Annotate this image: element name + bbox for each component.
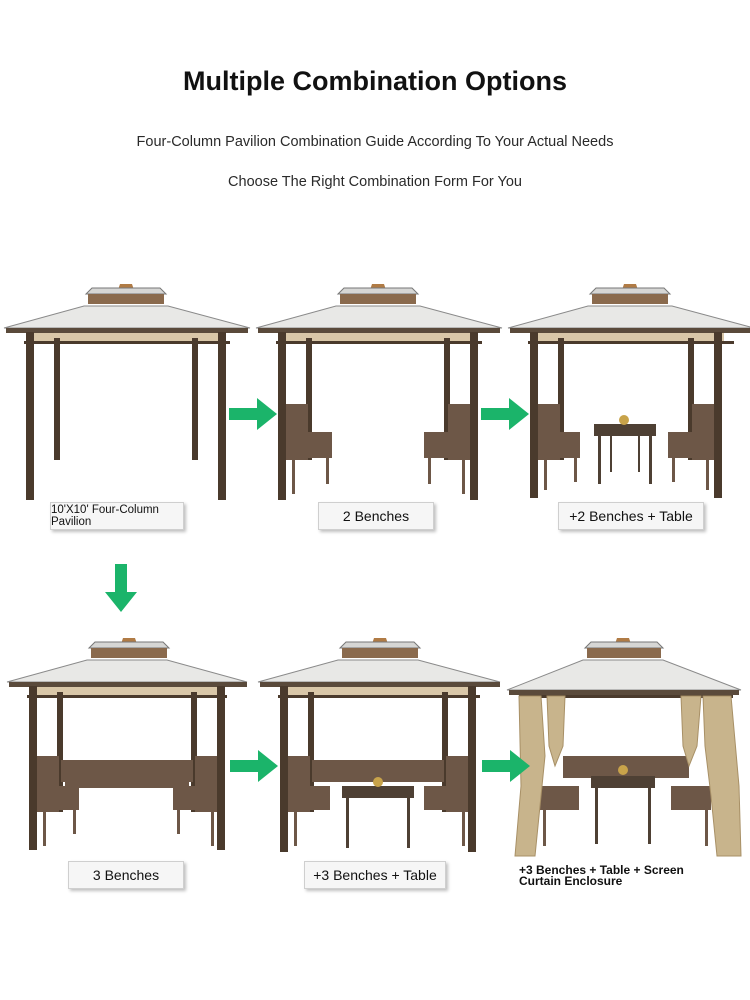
option-label-curtain-enclosure: +3 Benches + Table + Screen Curtain Enclosure <box>519 863 684 888</box>
gazebo-columns <box>26 332 226 500</box>
option-label-three-benches-table: +3 Benches + Table <box>304 861 446 889</box>
arrow-right-icon <box>230 750 278 782</box>
pavilion-illustration-three-benches <box>5 636 255 866</box>
pavilion-illustration-two-benches <box>254 282 504 512</box>
pavilion-illustration-curtain-enclosure <box>505 636 750 866</box>
option-label-three-benches: 3 Benches <box>68 861 184 889</box>
gazebo-roof <box>4 284 250 344</box>
arrow-right-icon <box>481 398 529 430</box>
subtitle-line-1: Four-Column Pavilion Combination Guide According To Your Actual Needs <box>136 134 614 150</box>
option-label-two-benches: 2 Benches <box>318 502 434 530</box>
pavilion-illustration-three-benches-table <box>256 636 506 866</box>
arrow-right-icon <box>229 398 277 430</box>
option-label-empty: 10'X10' Four-Column Pavilion <box>50 502 184 530</box>
arrow-down-icon <box>105 564 137 612</box>
pavilion-illustration-two-benches-table <box>506 282 750 512</box>
page-title: Multiple Combination Options <box>183 66 567 96</box>
subtitle-line-2: Choose The Right Combination Form For You <box>228 174 522 190</box>
option-label-two-benches-table: +2 Benches + Table <box>558 502 704 530</box>
pavilion-illustration-empty <box>2 282 252 512</box>
arrow-right-icon <box>482 750 530 782</box>
table <box>594 415 656 484</box>
